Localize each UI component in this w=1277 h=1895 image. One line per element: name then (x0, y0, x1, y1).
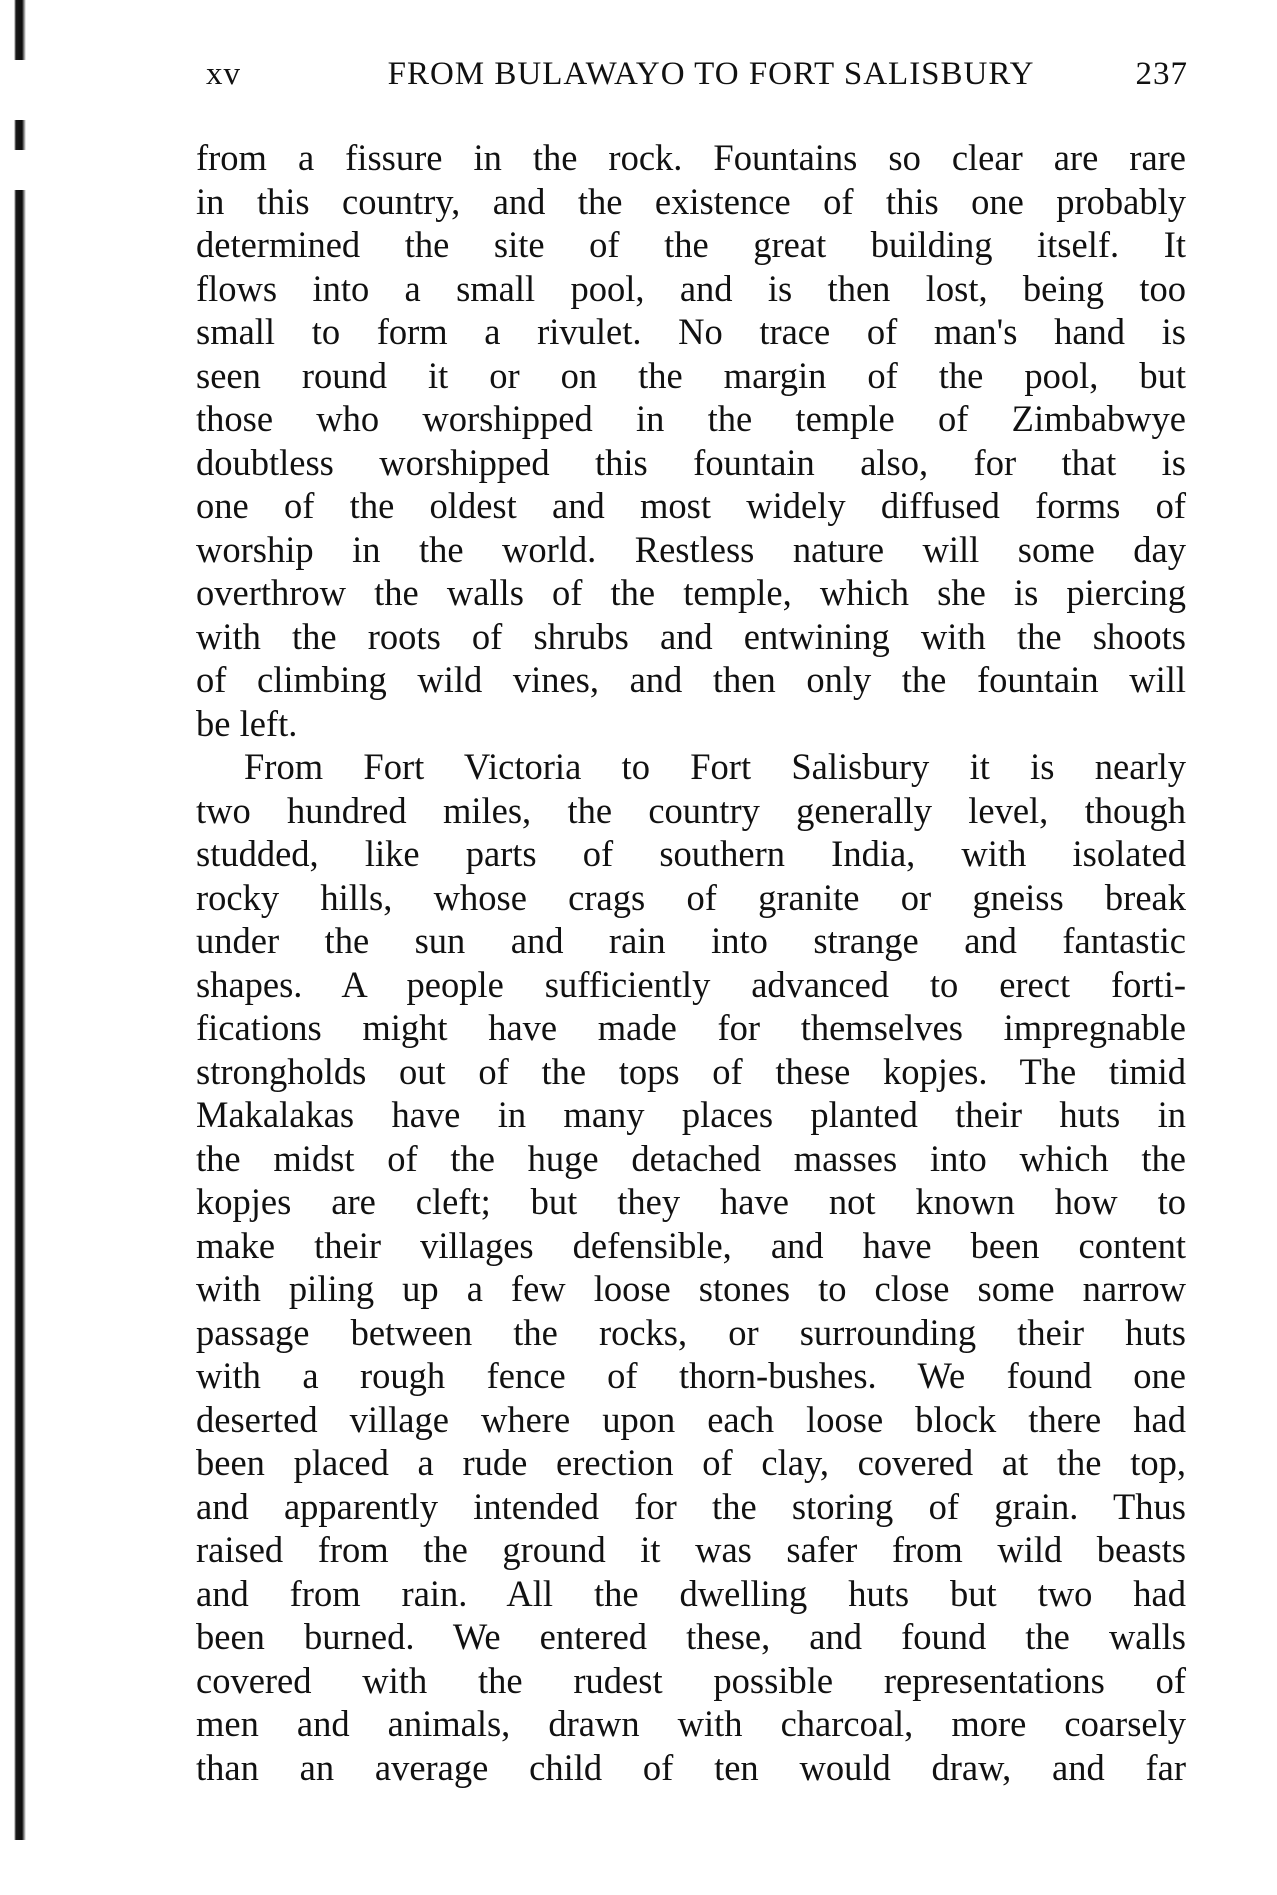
text-line: Makalakas have in many places planted their huts in (196, 1094, 1186, 1135)
text-line: raised from the ground it was safer from wild beasts (196, 1529, 1186, 1570)
binding-edge-gap (12, 60, 28, 120)
text-line: covered with the rudest possible representations of (196, 1659, 1186, 1701)
text-line: of climbing wild vines, and then only the fountain will (196, 659, 1186, 700)
text-line: from a fissure in the rock. Fountains so clear are rare (196, 137, 1186, 178)
chapter-number: xv (206, 56, 241, 92)
text-line: kopjes are cleft; but they have not known how to (196, 1181, 1186, 1222)
text-line: than an average child of ten would draw, and far (196, 1746, 1186, 1788)
text-line: make their villages defensible, and have been content (196, 1224, 1186, 1266)
text-line: worship in the world. Restless nature will some day (196, 528, 1186, 570)
text-line: been placed a rude erection of clay, covered at the top, (196, 1442, 1186, 1483)
text-line: small to form a rivulet. No trace of man's hand is (196, 311, 1186, 352)
text-line: with the roots of shrubs and entwining with the shoots (196, 615, 1186, 657)
text-line: fications might have made for themselves impregnable (196, 1007, 1186, 1048)
page-number: 237 (1135, 56, 1188, 92)
text-line: overthrow the walls of the temple, which she is piercing (196, 572, 1186, 613)
text-line: deserted village where upon each loose block there had (196, 1398, 1186, 1440)
paragraph-end-line: be left. (196, 702, 298, 744)
text-line: doubtless worshipped this fountain also, for that is (196, 441, 1186, 483)
text-line: and apparently intended for the storing of grain. Thus (196, 1485, 1186, 1527)
text-line: men and animals, drawn with charcoal, more coarsely (196, 1703, 1186, 1744)
text-line: rocky hills, whose crags of granite or gneiss break (196, 876, 1186, 918)
text-line: in this country, and the existence of this one probably (196, 180, 1186, 222)
page-header (206, 56, 1196, 102)
text-line: studded, like parts of southern India, with isolated (196, 833, 1186, 874)
text-line: determined the site of the great building itself. It (196, 224, 1186, 265)
text-line: one of the oldest and most widely diffused forms of (196, 485, 1186, 526)
text-line: and from rain. All the dwelling huts but two had (196, 1572, 1186, 1614)
text-line: the midst of the huge detached masses into which the (196, 1137, 1186, 1179)
text-line: passage between the rocks, or surrounding their huts (196, 1311, 1186, 1353)
text-line: two hundred miles, the country generally level, though (196, 789, 1186, 831)
running-title: FROM BULAWAYO TO FORT SALISBURY (387, 56, 1035, 92)
text-line: with a rough fence of thorn-bushes. We found one (196, 1355, 1186, 1396)
binding-edge (0, 0, 34, 1895)
text-line: been burned. We entered these, and found the walls (196, 1616, 1186, 1657)
text-line: flows into a small pool, and is then lost, being too (196, 267, 1186, 309)
text-line: with piling up a few loose stones to close some narrow (196, 1268, 1186, 1309)
binding-edge-gap (12, 150, 28, 190)
text-line: under the sun and rain into strange and fantastic (196, 920, 1186, 961)
body-text (196, 136, 1186, 1789)
text-line: shapes. A people sufficiently advanced to erect forti- (196, 963, 1186, 1005)
text-line: strongholds out of the tops of these kopjes. The timid (196, 1050, 1186, 1092)
text-line: those who worshipped in the temple of Zimbabwye (196, 398, 1186, 439)
paragraph-start-line: From Fort Victoria to Fort Salisbury it is nearly (244, 746, 1186, 787)
binding-edge-gap (12, 1840, 28, 1895)
text-line: seen round it or on the margin of the pool, but (196, 354, 1186, 396)
